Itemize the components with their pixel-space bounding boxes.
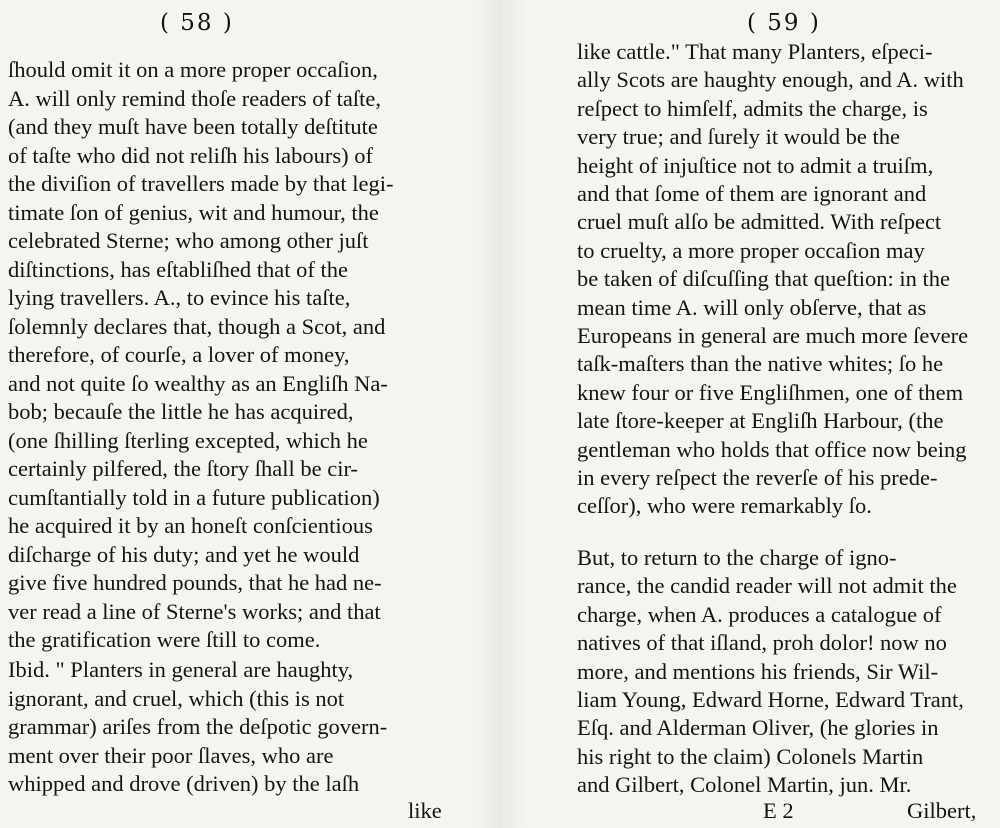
text-line: ceſſor), who were remarkably ſo. <box>577 493 872 519</box>
text-line: gentleman who holds that office now being <box>577 436 967 462</box>
text-line: celebrated Sterne; who among other juſt <box>8 228 369 253</box>
text-line: late ſtore-keeper at Engliſh Harbour, (the <box>577 408 944 434</box>
text-line: the gratification were ſtill to come. <box>8 627 321 652</box>
text-line: taſk-maſters than the native whites; ſo he <box>577 351 944 377</box>
text-line: whipped and drove (driven) by the laſh <box>8 771 360 796</box>
text-line: rance, the candid reader will not admit the <box>577 573 957 599</box>
text-line: Ibid. " Planters in general are haughty, <box>8 657 354 682</box>
text-line: cumſtantially told in a future publication) <box>8 484 380 510</box>
text-line: mean time A. will only obſerve, that as <box>577 294 927 320</box>
text-line: more, and mentions his friends, Sir Wil- <box>577 658 939 684</box>
text-line: height of injuſtice not to admit a truiſm, <box>577 152 934 178</box>
text-line: grammar) ariſes from the deſpotic govern- <box>8 714 388 739</box>
text-line: liam Young, Edward Horne, Edward Trant, <box>577 687 964 712</box>
text-line: ally Scots are haughty enough, and A. with <box>577 67 964 93</box>
text-line: his right to the claim) Colonels Martin <box>577 743 924 769</box>
text-line: ver read a line of Sterne's works; and that <box>8 598 381 624</box>
text-line: diſcharge of his duty; and yet he would <box>8 541 360 567</box>
catchword-left: like <box>408 798 442 823</box>
right-page <box>530 0 1000 828</box>
text-line: he acquired it by an honeſt conſcientious <box>8 513 373 538</box>
text-line: Europeans in general are much more ſevere <box>577 323 969 348</box>
text-line: and Gilbert, Colonel Martin, jun. Mr. <box>577 772 912 798</box>
text-line: like cattle." That many Planters, eſpeci- <box>577 39 933 64</box>
text-line: lying travellers. A., to evince his taſte, <box>8 285 351 310</box>
text-line: give five hundred pounds, that he had ne- <box>8 570 382 595</box>
text-line: Eſq. and Alderman Oliver, (he glories in <box>577 715 939 741</box>
text-line: therefore, of courſe, a lover of money, <box>8 342 350 367</box>
text-line: and not quite ſo wealthy as an Engliſh Na- <box>8 370 388 396</box>
text-line: very true; and ſurely it would be the <box>577 124 901 150</box>
catchword-right: Gilbert, <box>907 798 977 823</box>
text-line: reſpect to himſelf, admits the charge, is <box>577 95 928 121</box>
text-line: and that ſome of them are ignorant and <box>577 181 927 206</box>
text-line: ſhould omit it on a more proper occaſion, <box>8 57 378 82</box>
text-line: (and they muſt have been totally deſtitute <box>8 114 378 139</box>
text-line: charge, when A. produces a catalogue of <box>577 601 942 627</box>
text-line: in every reſpect the reverſe of his prede- <box>577 465 938 490</box>
text-line: diſtinctions, has eſtabliſhed that of the <box>8 256 348 282</box>
text-line: knew four or five Engliſhmen, one of them <box>577 379 964 405</box>
text-line: the diviſion of travellers made by that legi- <box>8 171 394 196</box>
text-line: to cruelty, a more proper occaſion may <box>577 237 925 263</box>
text-line: timate ſon of genius, wit and humour, the <box>8 199 379 225</box>
text-line: ſolemnly declares that, though a Scot, and <box>8 313 386 339</box>
text-line: certainly pilfered, the ſtory ſhall be cir- <box>8 456 359 481</box>
signature-mark: E 2 <box>763 798 794 823</box>
text-line: bob; becauſe the little he has acquired, <box>8 399 354 424</box>
text-line: (one ſhilling ſterling excepted, which he <box>8 427 368 453</box>
page-number-left: ( 58 ) <box>160 10 234 36</box>
text-line: cruel muſt alſo be admitted. With reſpect <box>577 209 942 235</box>
book-gutter <box>470 0 530 828</box>
text-line: ment over their poor ſlaves, who are <box>8 742 334 768</box>
text-line: be taken of diſcuſſing that queſtion: in the <box>577 266 951 292</box>
page-number-right: ( 59 ) <box>747 10 821 36</box>
left-page <box>0 0 470 828</box>
text-line: A. will only remind thoſe readers of taſte, <box>8 85 382 111</box>
text-line: natives of that iſland, proh dolor! now no <box>577 630 947 656</box>
text-line: of taſte who did not reliſh his labours) of <box>8 142 373 168</box>
text-line: ignorant, and cruel, which (this is not <box>8 685 345 711</box>
text-line: But, to return to the charge of igno- <box>577 545 897 570</box>
